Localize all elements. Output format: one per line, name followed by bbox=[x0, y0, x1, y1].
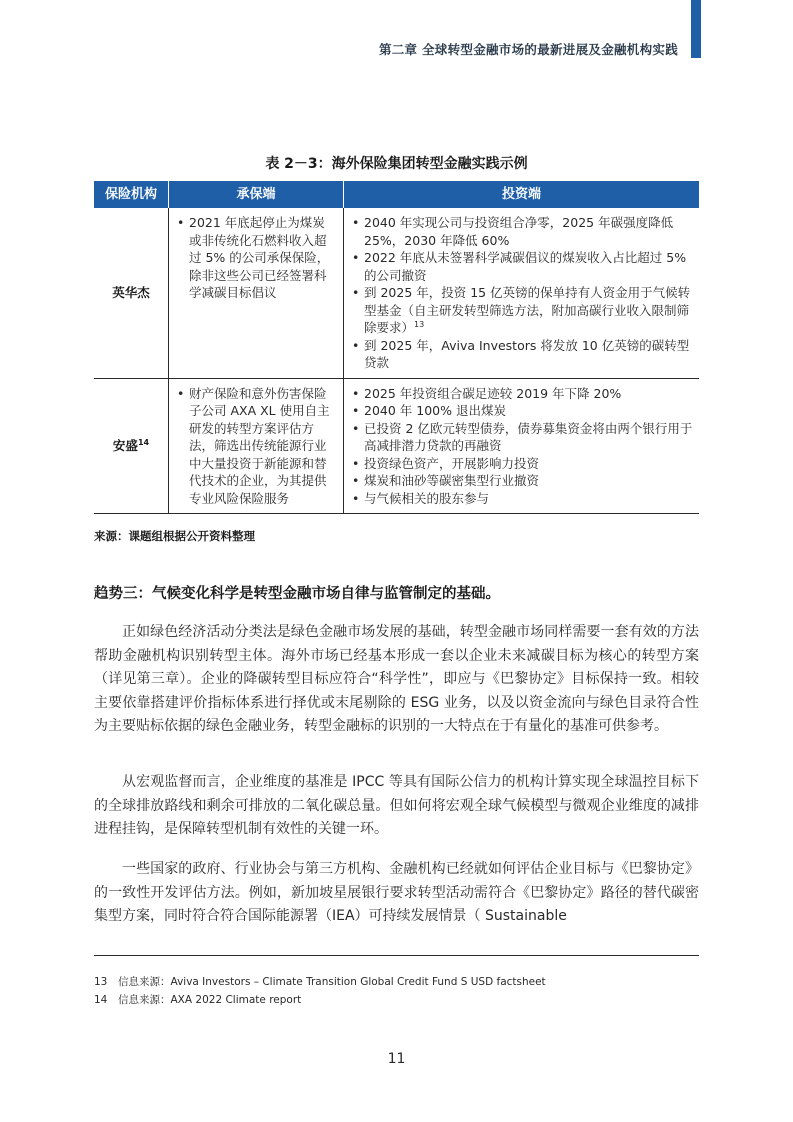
footnote bbox=[94, 974, 546, 989]
section-heading: 趋势三：气候变化科学是转型金融市场自律与监管制定的基础。 bbox=[94, 586, 500, 602]
footnote-divider bbox=[94, 955, 699, 956]
investment-list bbox=[352, 385, 693, 508]
list-item: • 财产保险和意外伤害保险子公司 AXA XL 使用自主研发的转型方案评估方法，筛选出传统能源行业中大量投资于新能源和替代技术的企业，为其提供专业风险保险服务 bbox=[177, 385, 337, 508]
footnote-number: 14 bbox=[94, 994, 108, 1006]
institution-name: 安盛 bbox=[112, 438, 138, 453]
list-item: • 投资绿色资产，开展影响力投资 bbox=[352, 455, 693, 473]
footnote-text: 信息来源：Aviva Investors – Climate Transition Global Credit Fund S USD factsheet bbox=[118, 976, 546, 988]
list-item: • 2040 年实现公司与投资组合净零，2025 年碳强度降低 25%，2030 年降低 60% bbox=[352, 214, 693, 249]
list-item: • 2040 年 100% 退出煤炭 bbox=[352, 402, 693, 420]
institution-cell bbox=[94, 378, 169, 514]
investment-list bbox=[352, 214, 693, 372]
list-item: • 到 2025 年，投资 15 亿英镑的保单持有人资金用于气候转型基金（自主研发转型筛选方法，附加高碳行业收入限制筛除要求）$^{13}$ bbox=[352, 284, 693, 337]
footnote-ref: 14 bbox=[137, 437, 150, 447]
list-item: • 煤炭和油砂等碳密集型行业撤资 bbox=[352, 472, 693, 490]
footnote-number: 13 bbox=[94, 976, 108, 988]
insurance-practice-table bbox=[94, 181, 699, 514]
list-item: • 2022 年底从未签署科学减碳倡议的煤炭收入占比超过 5% 的公司撤资 bbox=[352, 249, 693, 284]
body-paragraph: 一些国家的政府、行业协会与第三方机构、金融机构已经就如何评估企业目标与《巴黎协定》的一致性开发评估方法。例如，新加坡星展银行要求转型活动需符合《巴黎协定》路径的替代碳密集型方案，同时符合符合国际能源署（IEA）可持续发展情景（ Sustainable bbox=[94, 861, 699, 924]
column-header-underwriting: 承保端 bbox=[169, 181, 344, 208]
column-header-investment: 投资端 bbox=[344, 181, 700, 208]
list-item: • 2025 年投资组合碳足迹较 2019 年下降 20% bbox=[352, 385, 693, 403]
underwriting-cell bbox=[169, 378, 344, 514]
institution-name: 英华杰 bbox=[112, 285, 150, 300]
header-accent-bar bbox=[691, 0, 701, 58]
footnote bbox=[94, 992, 301, 1007]
investment-cell bbox=[344, 208, 700, 378]
chapter-header: 第二章 全球转型金融市场的最新进展及金融机构实践 bbox=[378, 42, 678, 57]
footnote-ref: 13 bbox=[414, 319, 425, 329]
investment-cell bbox=[344, 378, 700, 514]
list-item: • 与气候相关的股东参与 bbox=[352, 490, 693, 508]
body-paragraph: 从宏观监督而言，企业维度的基准是 IPCC 等具有国际公信力的机构计算实现全球温控目标下的全球排放路线和剩余可排放的二氧化碳总量。但如何将宏观全球气候模型与微观企业维度的减排进程挂钩，是保障转型机制有效性的关键一环。 bbox=[94, 774, 699, 837]
table-header-row bbox=[94, 181, 699, 208]
underwriting-list bbox=[177, 214, 337, 302]
page-number: 11 bbox=[387, 1051, 406, 1067]
table-row bbox=[94, 208, 699, 378]
table-source-note: 来源：课题组根据公开资料整理 bbox=[94, 529, 255, 543]
list-item: • 到 2025 年，Aviva Investors 将发放 10 亿英镑的碳转型贷款 bbox=[352, 337, 693, 372]
list-item: • 2021 年底起停止为煤炭或非传统化石燃料收入超过 5% 的公司承保保险，除非这些公司已经签署科学减碳目标倡议 bbox=[177, 214, 337, 302]
underwriting-list bbox=[177, 385, 337, 508]
body-paragraph: 正如绿色经济活动分类法是绿色金融市场发展的基础，转型金融市场同样需要一套有效的方法帮助金融机构识别转型主体。海外市场已经基本形成一套以企业未来减碳目标为核心的转型方案（详见第三章）。企业的降碳转型目标应符合“科学性”，即应与《巴黎协定》目标保持一致。相较主要依靠搭建评价指标体系进行择优或末尾剔除的 ESG 业务，以及以资金流向与绿色目录符合性为主要贴标依据的绿色金融业务，转型金融标的识别的一大特点在于有量化的基准可供参考。 bbox=[94, 624, 699, 734]
underwriting-cell bbox=[169, 208, 344, 378]
footnote-text: 信息来源：AXA 2022 Climate report bbox=[118, 994, 302, 1006]
table-caption: 表 2－3：海外保险集团转型金融实践示例 bbox=[265, 156, 528, 172]
table-row bbox=[94, 378, 699, 514]
institution-cell bbox=[94, 208, 169, 378]
column-header-institution: 保险机构 bbox=[94, 181, 169, 208]
list-item: • 已投资 2 亿欧元转型债券，债券募集资金将由两个银行用于高减排潜力贷款的再融资 bbox=[352, 420, 693, 455]
